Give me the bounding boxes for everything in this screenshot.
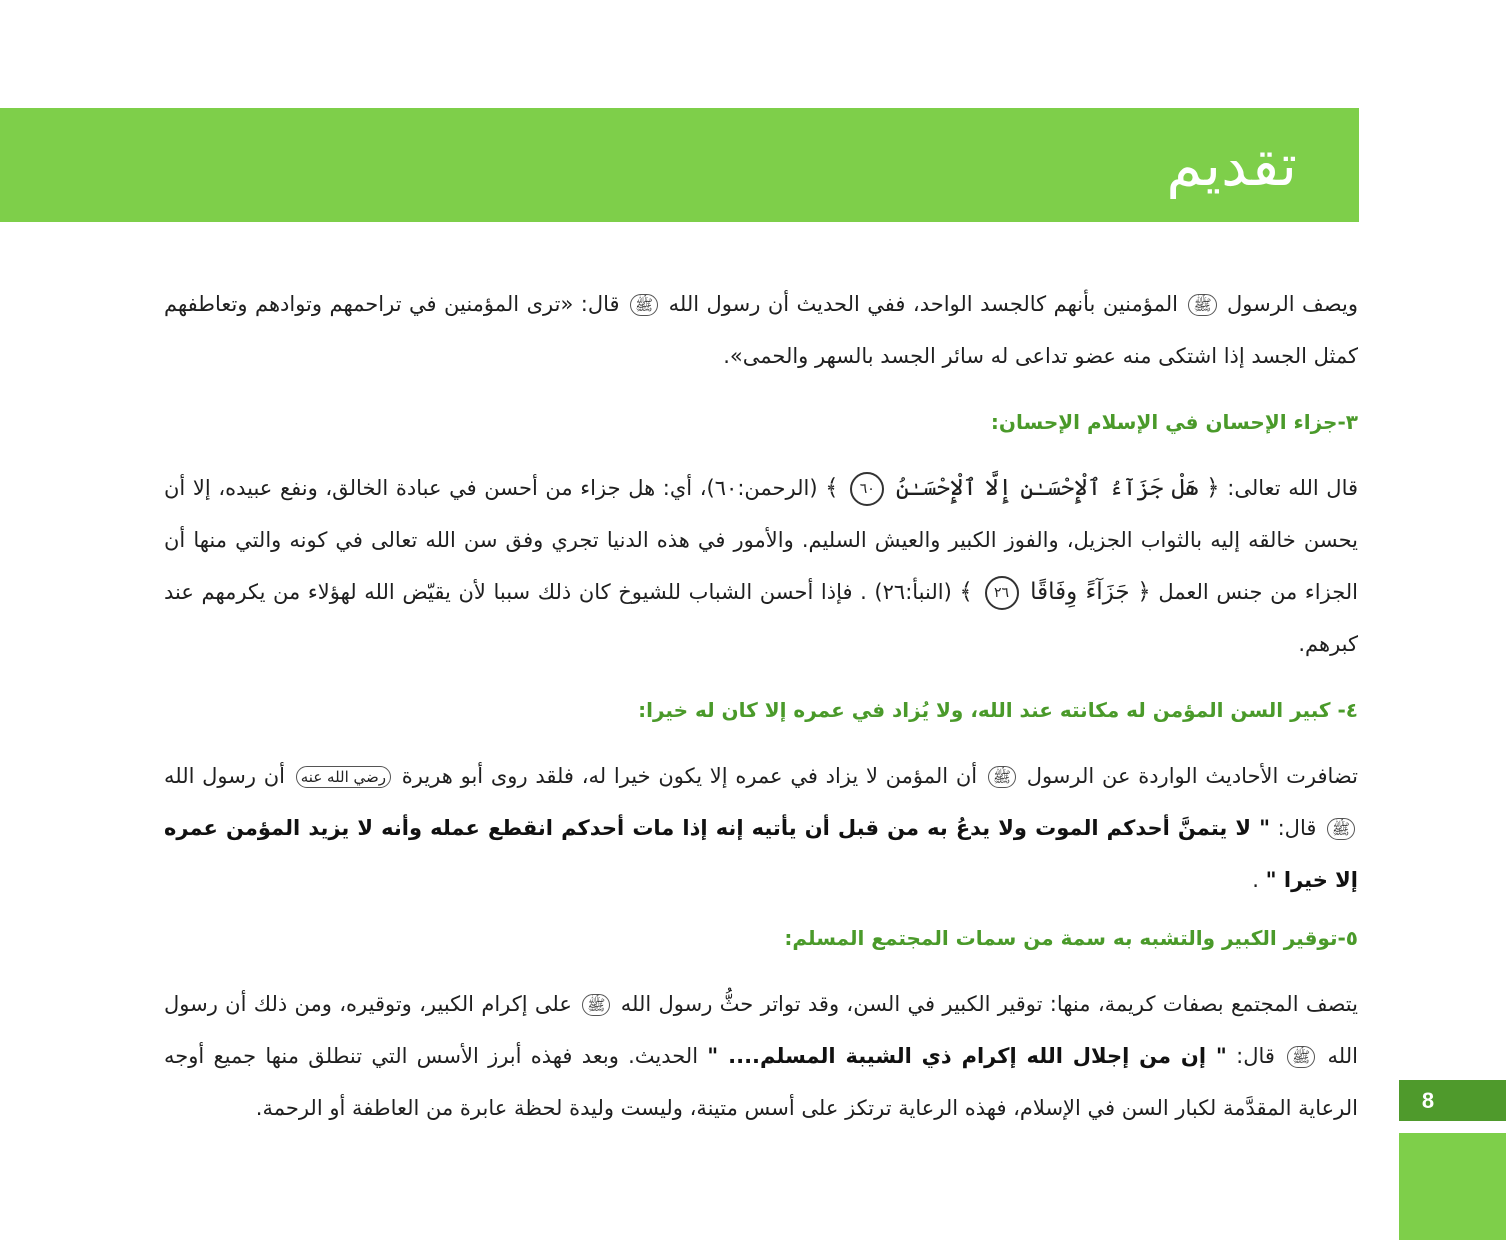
paragraph-1: [164, 278, 1358, 382]
honorific-icon: ﷺ: [630, 294, 658, 316]
page-title: تقديم: [1166, 131, 1297, 199]
paragraph-text: المؤمنين بأنهم كالجسد الواحد، ففي الحديث أن رسول الله: [668, 292, 1178, 316]
paragraph-text: قال:: [1277, 816, 1317, 840]
side-decor-block: [1399, 1133, 1506, 1240]
paragraph-text: الحديث. وبعد فهذه أبرز الأسس التي تنطلق منها جميع أوجه الرعاية المقدَّمة لكبار السن في الإسلام، فهذه الرعاية ترتكز على أسس متينة، وليست وليدة لحظة عابرة من العاطفة أو الرحمة.: [164, 1044, 1358, 1120]
ayah-bracket-open: ﴿: [1206, 475, 1220, 501]
paragraph-text: ويصف الرسول: [1227, 292, 1358, 316]
quran-verse: هَلْ جَزَآءُ ٱلْإِحْسَـٰنِ إِلَّا ٱلْإِحْسَـٰنُ: [895, 475, 1199, 501]
hadith-quote: " إن من إجلال الله إكرام ذي الشيبة المسلم.... ": [707, 1044, 1227, 1068]
paragraph-text: يتصف المجتمع بصفات كريمة، منها: توقير الكبير في السن، وقد تواتر حثُّ رسول الله: [620, 992, 1358, 1016]
ayah-number-icon: ٦٠: [850, 472, 884, 506]
honorific-icon: ﷺ: [1188, 294, 1216, 316]
section-heading-4: ٤- كبير السن المؤمن له مكانته عند الله، ولا يُزاد في عمره إلا كان له خيرا:: [638, 698, 1358, 722]
paragraph-text: قال:: [1236, 1044, 1275, 1068]
main-content: [164, 278, 1358, 1134]
hadith-quote: " لا يتمنَّ أحدكم الموت ولا يدعُ به من قبل أن يأتيه إنه إذا مات أحدكم انقطع عمله وأنه لا يزيد المؤمن عمره إلا خيرا ": [164, 816, 1358, 892]
honorific-icon: ﷺ: [988, 766, 1016, 788]
paragraph-text: على إكرام الكبير، وتوقيره، ومن ذلك أن رسول الله: [164, 992, 1358, 1068]
paragraph-text: قال: «ترى المؤمنين في تراحمهم وتوادهم وتعاطفهم كمثل الجسد إذا اشتكى منه عضو تداعى له سائر الجسد بالسهر والحمى».: [164, 292, 1358, 368]
section-heading-3: ٣-جزاء الإحسان في الإسلام الإحسان:: [990, 410, 1358, 434]
paragraph-3: [164, 750, 1358, 906]
honorific-icon: ﷺ: [1287, 1046, 1315, 1068]
quran-verse: جَزَآءً وِفَاقًا: [1030, 579, 1130, 605]
ayah-bracket-close: ﴾: [959, 579, 973, 605]
page-number: 8: [1421, 1088, 1435, 1113]
paragraph-text: أن رسول الله: [164, 764, 286, 788]
paragraph-2: [164, 462, 1358, 670]
paragraph-text: أن المؤمن لا يزاد في عمره إلا يكون خيرا له، فلقد روى أبو هريرة: [401, 764, 978, 788]
honorific-icon: ﷺ: [582, 994, 610, 1016]
paragraph-text: (النبأ:٢٦) . فإذا أحسن الشباب للشيوخ كان ذلك سببا لأن يقيّض الله لهؤلاء من يكرمهم عند كبرهم.: [164, 580, 1358, 656]
ayah-number-icon: ٢٦: [985, 576, 1019, 610]
paragraph-text: قال الله تعالى:: [1227, 476, 1359, 500]
honorific-icon: ﷺ: [1327, 818, 1355, 840]
ayah-bracket-open: ﴿: [1137, 579, 1151, 605]
paragraph-text: تضافرت الأحاديث الواردة عن الرسول: [1026, 764, 1358, 788]
header-band: [0, 108, 1359, 222]
honorific-ra-icon: رضي الله عنه: [296, 766, 391, 788]
paragraph-text: (الرحمن:٦٠)، أي: هل جزاء من أحسن في عبادة الخالق، ونفع عبيده، إلا أن يحسن خالقه إليه بالثواب الجزيل، والفوز الكبير والعيش السليم. والأمور في هذه الدنيا تجري وفق سن الله تعالى في كونه والتي منها أن الجزاء من جنس العمل: [164, 476, 1358, 604]
paragraph-4: [164, 978, 1358, 1134]
ayah-bracket-close: ﴾: [825, 475, 839, 501]
page-number-badge: [1399, 1080, 1506, 1121]
paragraph-text: .: [1252, 868, 1259, 892]
section-heading-5: ٥-توقير الكبير والتشبه به سمة من سمات المجتمع المسلم:: [784, 926, 1358, 950]
